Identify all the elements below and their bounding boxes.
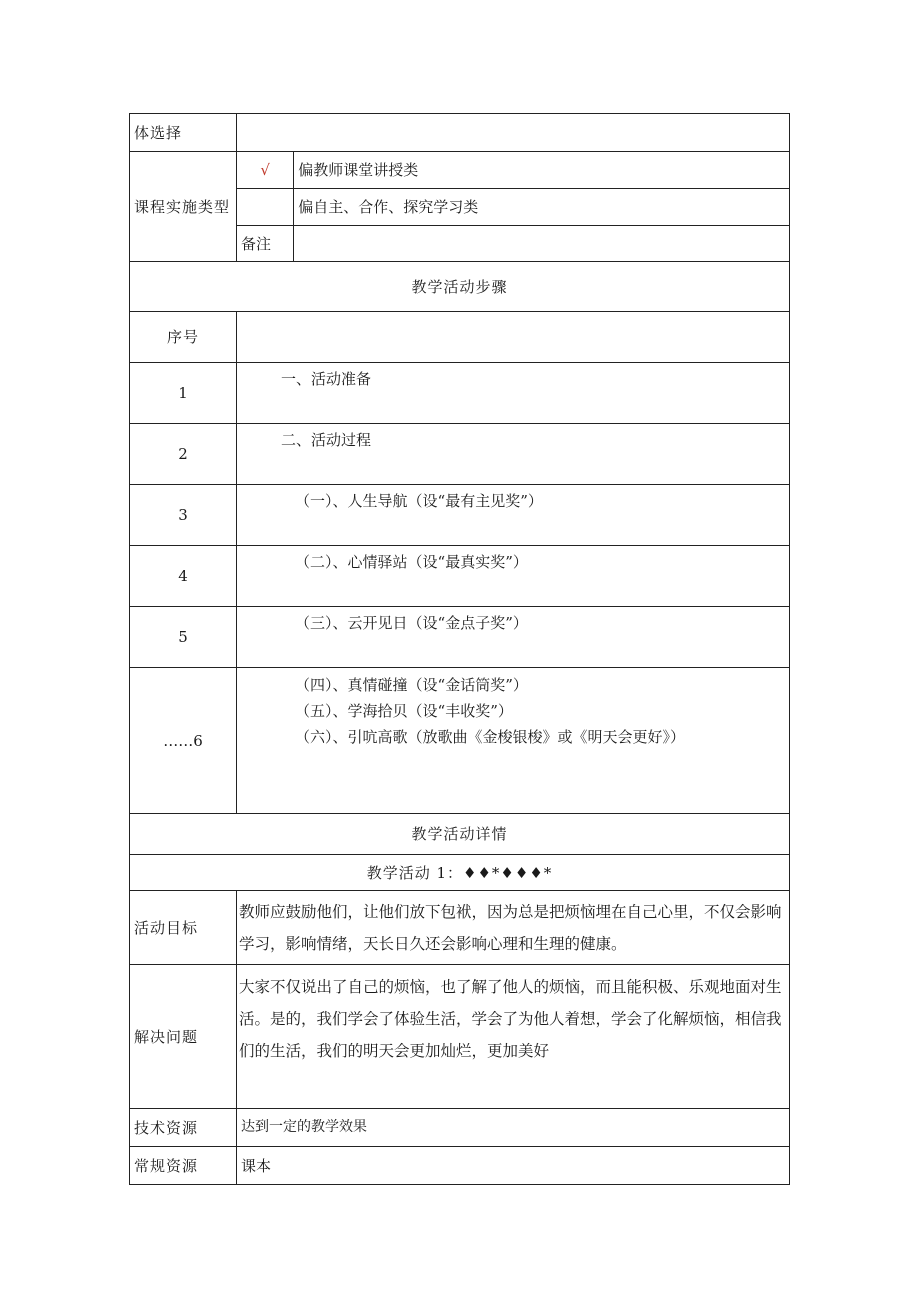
step-row: [130, 485, 790, 546]
step-number: 5: [130, 607, 237, 668]
remark-label: 备注: [237, 226, 294, 262]
step-line: （四）、真情碰撞（设“金话筒奖”）: [295, 676, 528, 694]
step-number: ……6: [130, 668, 237, 814]
course-type-check-icon: √: [237, 152, 294, 189]
step-text: [237, 363, 790, 424]
lesson-plan-table: [129, 113, 790, 1185]
activity-title-row: [130, 855, 790, 891]
seq-value: [237, 312, 790, 363]
tech-label: 技术资源: [130, 1109, 237, 1147]
step-number: 3: [130, 485, 237, 546]
step-line: （二）、心情驿站（设“最真实奖”）: [295, 553, 528, 571]
step-text: [237, 546, 790, 607]
step-text: [237, 485, 790, 546]
goal-row: [130, 891, 790, 965]
step-row: [130, 668, 790, 814]
seq-label: 序号: [130, 312, 237, 363]
activity-title: 教学活动 1：♦♦*♦♦♦*: [130, 855, 790, 891]
step-line: （三）、云开见日（设“金点子奖”）: [295, 614, 528, 632]
tech-row: [130, 1109, 790, 1147]
step-line: （六）、引吭高歌（放歌曲《金梭银梭》或《明天会更好》）: [295, 728, 686, 746]
step-text: [237, 607, 790, 668]
course-type-option-1: 偏教师课堂讲授类: [294, 152, 790, 189]
step-number: 2: [130, 424, 237, 485]
regular-label: 常规资源: [130, 1147, 237, 1185]
steps-header-row: [130, 262, 790, 312]
tech-text: 达到一定的教学效果: [237, 1109, 790, 1147]
media-label: 体选择: [130, 114, 237, 152]
regular-text: 课本: [237, 1147, 790, 1185]
step-line: 二、活动过程: [281, 431, 372, 449]
course-type-label: 课程实施类型: [130, 152, 237, 262]
details-header: 教学活动详情: [130, 814, 790, 855]
step-line: 一、活动准备: [281, 370, 372, 388]
media-value: [237, 114, 790, 152]
problem-label: 解决问题: [130, 965, 237, 1109]
remark-value: [294, 226, 790, 262]
step-line: （五）、学海拾贝（设“丰收奖”）: [295, 702, 513, 720]
course-type-mark-2: [237, 189, 294, 226]
step-row: [130, 607, 790, 668]
regular-row: [130, 1147, 790, 1185]
goal-label: 活动目标: [130, 891, 237, 965]
details-header-row: [130, 814, 790, 855]
problem-text: 大家不仅说出了自己的烦恼，也了解了他人的烦恼，而且能积极、乐观地面对生活。是的，我们学会了体验生活，学会了为他人着想，学会了化解烦恼，相信我们的生活，我们的明天会更加灿烂，更加美好: [237, 965, 790, 1109]
step-row: [130, 363, 790, 424]
step-text: [237, 668, 790, 814]
steps-header: 教学活动步骤: [130, 262, 790, 312]
step-text: [237, 424, 790, 485]
step-line: （一）、人生导航（设“最有主见奖”）: [295, 492, 543, 510]
media-row: [130, 114, 790, 152]
course-type-row-1: [130, 152, 790, 189]
step-number: 4: [130, 546, 237, 607]
step-row: [130, 546, 790, 607]
seq-row: [130, 312, 790, 363]
goal-text: 教师应鼓励他们，让他们放下包袱，因为总是把烦恼埋在自己心里，不仅会影响学习，影响情绪，天长日久还会影响心理和生理的健康。: [237, 891, 790, 965]
step-number: 1: [130, 363, 237, 424]
problem-row: [130, 965, 790, 1109]
course-type-option-2: 偏自主、合作、探究学习类: [294, 189, 790, 226]
step-row: [130, 424, 790, 485]
